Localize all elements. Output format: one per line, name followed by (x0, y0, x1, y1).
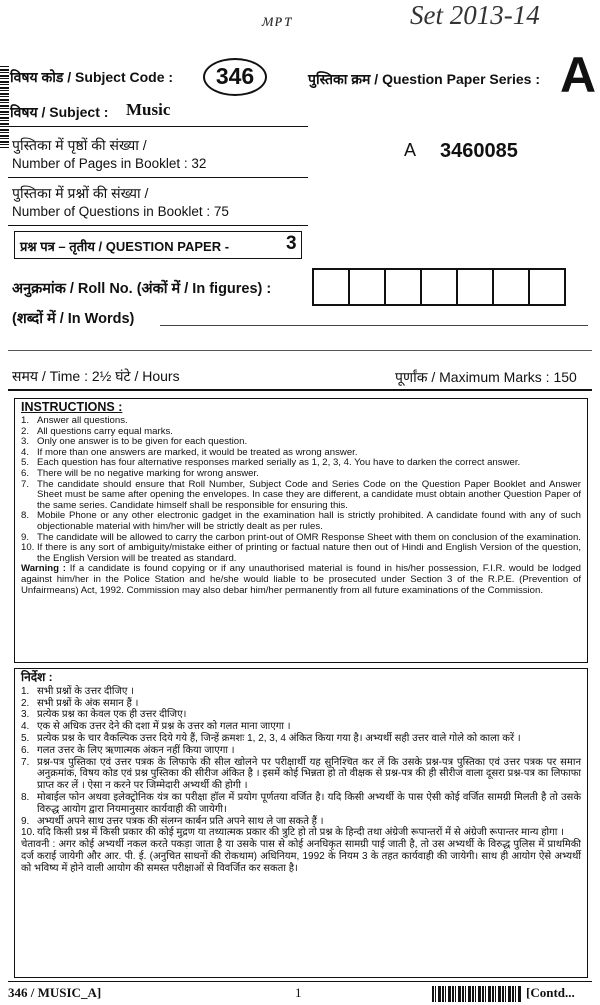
series-label: पुस्तिका क्रम / Question Paper Series : (308, 71, 541, 87)
question-paper-label: प्रश्न पत्र – तृतीय / QUESTION PAPER - (20, 239, 230, 254)
roll-digit-box[interactable] (420, 268, 458, 306)
instruction-item (21, 745, 581, 757)
instruction-text: All questions carry equal marks. (37, 425, 173, 437)
instruction-item (21, 416, 581, 427)
left-edge-barcode (0, 66, 9, 148)
instruction-text: Answer all questions. (37, 415, 128, 426)
roll-words-line[interactable] (160, 325, 588, 326)
instruction-text: सभी प्रश्नों के अंक समान हैं । (37, 697, 139, 709)
subject-code-label: विषय कोड / Subject Code : (10, 69, 174, 85)
instruction-item (21, 709, 581, 721)
instruction-text: एक से अधिक उत्तर देने की दशा में प्रश्न के उत्तर को गलत माना जाएगा । (37, 721, 291, 733)
instruction-item (21, 698, 581, 710)
instruction-number: 2. (21, 697, 30, 709)
nirdesh-box (14, 668, 588, 978)
subject-code-value: 346 (203, 58, 267, 96)
instruction-text: प्रत्येक प्रश्न के चार वैकल्पिक उत्तर दिये गये हैं, जिन्हें क्रमशः 1, 2, 3, 4 अंकित किया गया है। अभ्यर्थी सही उत्तर वाले गोले को काला करें । (37, 732, 521, 744)
pages-label-hindi: पुस्तिका में पृष्ठों की संख्या / (12, 137, 147, 153)
instruction-item (21, 469, 581, 480)
roll-digit-box[interactable] (492, 268, 530, 306)
instruction-number: 6. (21, 744, 30, 756)
instruction-item (21, 686, 581, 698)
instruction-number: 2. (21, 425, 30, 437)
warning-body: If a candidate is found copying or if any unauthorised material is found in his/her possession, F.I.R. would be lodged against him/her in the Police Station and he/she would liable to be prosecuted under Section 3 of the R.P.E. (Prevention of Unfairmeans) Act, 1992. Commission may also debar him/her permanently from all future examinations of the Commission. (21, 563, 582, 596)
roll-number-label: अनुक्रमांक / Roll No. (अंकों में / In figures) : (12, 281, 272, 297)
roll-digit-box[interactable] (312, 268, 350, 306)
instruction-item (21, 827, 581, 839)
instruction-text: मोबाईल फोन अथवा इलेक्ट्रोनिक यंत्र का परीक्षा हॉल में प्रयोग पूर्णतया वर्जित है। यदि किसी अभ्यर्थी के पास ऐसी कोई वर्जित सामग्री मिलती है तो उसके विरुद्ध आयोग द्वारा नियमानुसार कार्यवाही की जायेगी। (37, 791, 581, 815)
questions-label-hindi: पुस्तिका में प्रश्नों की संख्या / (12, 185, 149, 201)
footer-divider (8, 981, 592, 982)
instruction-item (21, 757, 581, 792)
questions-label-english: Number of Questions in Booklet : 75 (12, 204, 229, 219)
subject-label: विषय / Subject : (10, 104, 109, 120)
instruction-text: यदि किसी प्रश्न में किसी प्रकार की कोई मुद्रण या तथ्यात्मक प्रकार की त्रुटि हो तो प्रश्न के हिन्दी तथा अंग्रेजी रूपान्तरों में से अंग्रेजी रूपान्तर मान्य होगा । (37, 827, 564, 839)
instruction-text: If there is any sort of ambiguity/mistake either of printing or factual nature then out of Hindi and English Version of the question, the English Version will be treated as standard. (37, 542, 581, 564)
instruction-number: 3. (21, 436, 30, 448)
nirdesh-heading: निर्देश : (21, 670, 53, 684)
instruction-number: 8. (21, 791, 30, 803)
instruction-text: सभी प्रश्नों के उत्तर दीजिए । (37, 685, 135, 697)
roll-words-label: (शब्दों में / In Words) (12, 311, 135, 327)
subject-value: Music (126, 100, 171, 119)
instruction-item (21, 816, 581, 828)
time-label: समय / Time : 2½ घंटे / Hours (12, 368, 180, 384)
instructions-list (21, 416, 581, 564)
instructions-box (14, 398, 588, 663)
max-marks-label: पूर्णांक / Maximum Marks : 150 (395, 369, 577, 385)
question-paper-value: 3 (286, 233, 297, 254)
footer-barcode (432, 986, 522, 1002)
roll-digit-box[interactable] (528, 268, 566, 306)
warning-label: Warning : (21, 563, 66, 575)
footer-code: 346 / MUSIC_A] (8, 985, 102, 1000)
warning-text (21, 564, 581, 596)
instruction-item (21, 480, 581, 512)
instruction-text: प्रश्न-पत्र पुस्तिका एवं उत्तर पत्रक के लिफाफे की सील खोलने पर परीक्षार्थी यह सुनिश्चित कर लें कि उसके प्रश्न-पत्र पुस्तिका एवं उत्तर पत्रक पर समान अनुक्रमांक, विषय कोड एवं प्रश्न पुस्तिका की सीरीज अंकित है । इसमें कोई भिन्नता हो तो वीक्षक से प्रश्न-पत्र की ही सीरीज वाला दूसरा प्रश्न-पत्र का लिफाफा प्राप्त कर लें । ऐसा न करने पर जिम्मेदारी अभ्यर्थी की होगी । (37, 756, 581, 792)
instruction-text: प्रत्येक प्रश्न का केवल एक ही उत्तर दीजिए। (37, 709, 187, 721)
question-paper-box (14, 231, 302, 259)
series-value: A (560, 47, 597, 103)
divider (8, 126, 308, 127)
roll-number-boxes[interactable] (312, 268, 564, 306)
instruction-number: 10. (21, 827, 35, 839)
instruction-item (21, 511, 581, 532)
instruction-item (21, 733, 581, 745)
instruction-number: 5. (21, 457, 30, 469)
instruction-text: There will be no negative marking for wrong answer. (37, 467, 259, 479)
instruction-item (21, 721, 581, 733)
instruction-number: 4. (21, 446, 30, 458)
booklet-number: 3460085 (440, 140, 518, 162)
instruction-number: 4. (21, 721, 30, 733)
instruction-text: If more than one answers are marked, it would be treated as wrong answer. (37, 446, 358, 458)
contd-label: [Contd... (526, 985, 575, 1000)
instruction-number: 10. (21, 542, 35, 554)
divider (8, 389, 592, 391)
handwritten-set-note: Set 2013-14 (410, 0, 540, 30)
booklet-series-letter: A (404, 140, 417, 160)
roll-digit-box[interactable] (456, 268, 494, 306)
chetavani-text: चेतावनी : अगर कोई अभ्यर्थी नकल करते पकड़ा जाता है या उसके पास से कोई अनधिकृत सामग्री पाई जाती है, तो उस अभ्यर्थी के विरुद्ध पुलिस में प्राथमिकी दर्ज कराई जायेगी और आर. पी. ई. (अनुचित साधनों की रोकथाम) अधिनियम, 1992 के नियम 3 के तहत कार्यवाही की जायेगी। साथ ही आयोग ऐसे अभ्यर्थी को भविष्य में होने वाली आयोग की समस्त परीक्षाओं से विवर्जित कर सकता है। (21, 839, 581, 874)
instruction-item (21, 543, 581, 564)
instruction-text: Only one answer is to be given for each question. (37, 436, 248, 448)
instructions-heading: INSTRUCTIONS : (21, 400, 123, 414)
divider (8, 177, 308, 178)
instruction-number: 7. (21, 478, 30, 490)
instruction-number: 5. (21, 732, 30, 744)
instruction-number: 9. (21, 531, 30, 543)
nirdesh-list (21, 686, 581, 839)
instruction-number: 6. (21, 467, 30, 479)
instruction-number: 8. (21, 510, 30, 522)
instruction-number: 7. (21, 756, 30, 768)
instruction-item (21, 792, 581, 816)
instruction-text: गलत उत्तर के लिए ऋणात्मक अंकन नहीं किया जाएगा । (37, 744, 235, 756)
instruction-text: Mobile Phone or any other electronic gadget in the examination hall is strictly prohibited. A candidate found with any of such objectionable material with him/her will be strictly dealt as per rules. (37, 510, 581, 532)
instruction-text: The candidate will be allowed to carry the carbon print-out of OMR Response Sheet with them on conclusion of the examination. (37, 531, 581, 543)
instruction-number: 1. (21, 685, 30, 697)
page-number: 1 (295, 985, 302, 1000)
instruction-number: 3. (21, 709, 30, 721)
instruction-text: The candidate should ensure that Roll Number, Subject Code and Series Code on the Question Paper Booklet and Answer Sheet must be same after opening the envelopes. In case they are different, a candidate must obtain another Question Paper of the same series. Candidate himself shall be responsible for ensuring this. (37, 478, 581, 511)
instruction-text: अभ्यर्थी अपने साथ उत्तर पत्रक की संलग्न कार्बन प्रति अपने साथ ले जा सकते हैं । (37, 815, 324, 827)
pages-label-english: Number of Pages in Booklet : 32 (12, 156, 207, 171)
handwritten-scribble: ᴍᴘᴛ (262, 10, 293, 30)
divider (8, 225, 308, 226)
instruction-text: Each question has four alternative responses marked serially as 1, 2, 3, 4. You have to darken the correct answer. (37, 457, 521, 469)
instruction-number: 1. (21, 415, 30, 426)
instruction-number: 9. (21, 815, 30, 827)
roll-digit-box[interactable] (348, 268, 386, 306)
roll-digit-box[interactable] (384, 268, 422, 306)
divider (8, 350, 592, 351)
